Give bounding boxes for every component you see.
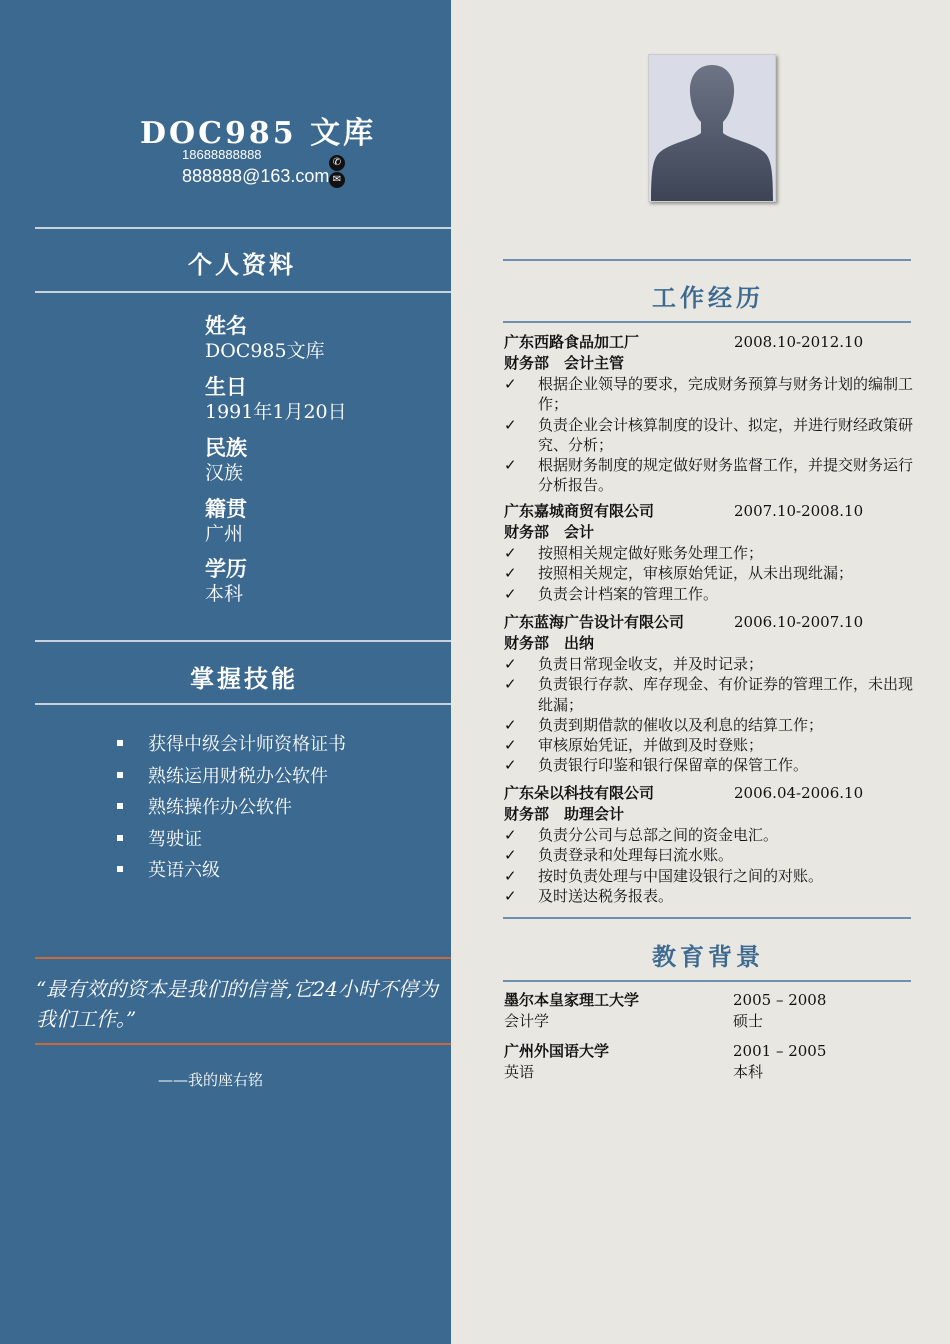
avatar-silhouette-icon — [649, 55, 775, 201]
duty-item — [504, 735, 914, 755]
candidate-name: DOC985 文库 — [140, 116, 377, 151]
personal-field-ethnicity — [205, 436, 247, 485]
check-icon: ✓ — [504, 675, 517, 694]
job-company: 广东西路食品加工厂 — [504, 333, 640, 351]
duty-item — [504, 455, 914, 496]
duty-text: 负责企业会计核算制度的设计、拟定，并进行财经政策研究、分析； — [538, 415, 914, 454]
skill-label: 驾驶证 — [148, 829, 202, 850]
phone-number: 18688888888 — [182, 147, 262, 162]
divider — [503, 259, 911, 261]
sidebar — [0, 0, 451, 1344]
motto-quote: “最有效的资本是我们的信誉,它24小时不停为我们工作。” — [36, 977, 439, 1031]
skill-label: 熟练运用财税办公软件 — [148, 766, 328, 787]
divider — [35, 227, 453, 229]
divider — [503, 917, 911, 919]
job-role: 财务部 出纳 — [504, 634, 595, 652]
school-major: 会计学 — [504, 1012, 550, 1030]
divider — [35, 291, 453, 293]
skill-item — [117, 797, 292, 819]
section-title-work: 工作经历 — [652, 284, 764, 312]
check-icon: ✓ — [504, 886, 517, 905]
duty-text: 根据财务制度的规定做好财务监督工作，并提交财务运行分析报告。 — [538, 456, 914, 495]
job-company: 广东嘉城商贸有限公司 — [504, 502, 655, 520]
duty-text: 负责分公司与总部之间的资金电汇。 — [538, 826, 779, 844]
square-bullet-icon — [117, 835, 123, 841]
job-date: 2007.10-2008.10 — [734, 502, 864, 520]
duty-item — [504, 755, 914, 775]
job-role: 财务部 会计 — [504, 523, 595, 541]
personal-field-hometown — [205, 497, 247, 546]
duty-item — [504, 584, 914, 604]
school-name: 墨尔本皇家理工大学 — [504, 991, 640, 1009]
duty-text: 审核原始凭证，并做到及时登账； — [538, 736, 764, 755]
duty-text: 按时负责处理与中国建设银行之间的对账。 — [538, 866, 824, 885]
check-icon: ✓ — [504, 826, 517, 844]
school-major: 英语 — [504, 1063, 535, 1081]
quote-rule-top — [35, 957, 453, 959]
duty-item — [504, 563, 914, 583]
job-entry — [504, 612, 914, 776]
duty-text: 负责登录和处理每曰流水账。 — [538, 846, 734, 865]
duty-item — [504, 374, 914, 415]
duty-text: 负责到期借款的催收以及利息的结算工作； — [538, 715, 824, 734]
quote-rule-bottom — [35, 1043, 453, 1045]
job-date: 2008.10-2012.10 — [734, 333, 864, 351]
job-role: 财务部 会计主管 — [504, 354, 625, 372]
school-name: 广州外国语大学 — [504, 1042, 610, 1060]
personal-field-education — [205, 557, 247, 606]
divider — [35, 640, 453, 642]
field-label: 籍贯 — [205, 497, 247, 521]
duty-text: 负责日常现金收支，并及时记录； — [538, 655, 764, 673]
divider — [503, 321, 911, 323]
field-label: 生日 — [205, 375, 247, 399]
education-entry — [504, 990, 914, 1032]
skill-item — [117, 829, 202, 851]
section-title-personal: 个人资料 — [188, 251, 296, 279]
duty-item — [504, 886, 914, 906]
skill-item — [117, 860, 220, 882]
duty-text: 按照相关规定，审核原始凭证，从未出现纰漏； — [538, 564, 854, 583]
field-label: 姓名 — [205, 314, 247, 338]
school-years: 2005 – 2008 — [733, 991, 827, 1009]
field-value: 汉族 — [205, 462, 244, 484]
check-icon: ✓ — [504, 655, 517, 673]
check-icon: ✓ — [504, 375, 517, 393]
field-value: 本科 — [205, 583, 244, 605]
check-icon: ✓ — [504, 756, 517, 775]
job-entry — [504, 501, 914, 604]
field-value: 1991年1月20日 — [205, 401, 347, 423]
duty-item — [504, 674, 914, 715]
duty-item — [504, 866, 914, 886]
square-bullet-icon — [117, 772, 123, 778]
email-address: 888888@163.com — [182, 166, 330, 186]
motto-attribution: ——我的座右铭 — [158, 1071, 264, 1089]
section-title-skills: 掌握技能 — [190, 665, 298, 693]
personal-field-birthday — [205, 375, 347, 424]
skill-label: 获得中级会计师资格证书 — [148, 734, 346, 755]
square-bullet-icon — [117, 866, 123, 872]
check-icon: ✓ — [504, 544, 517, 562]
duty-item — [504, 825, 914, 845]
check-icon: ✓ — [504, 866, 517, 885]
skill-label: 英语六级 — [148, 860, 220, 881]
square-bullet-icon — [117, 740, 123, 746]
job-entry — [504, 783, 914, 906]
duty-item — [504, 845, 914, 865]
job-company: 广东蓝海广告设计有限公司 — [504, 613, 685, 631]
job-date: 2006.04-2006.10 — [734, 784, 864, 802]
duty-text: 负责银行存款、库存现金、有价证券的管理工作，未出现纰漏； — [538, 675, 914, 714]
skill-label: 熟练操作办公软件 — [148, 797, 292, 818]
field-value: 广州 — [205, 523, 244, 545]
education-entry — [504, 1041, 914, 1083]
duty-item — [504, 543, 914, 563]
job-company: 广东朵以科技有限公司 — [504, 784, 655, 802]
school-degree: 硕士 — [733, 1012, 764, 1030]
divider — [35, 703, 453, 705]
job-date: 2006.10-2007.10 — [734, 613, 864, 631]
profile-photo — [648, 54, 776, 202]
duty-item — [504, 415, 914, 456]
job-entry — [504, 332, 914, 496]
field-value: DOC985文库 — [205, 340, 325, 362]
section-title-education: 教育背景 — [652, 943, 764, 971]
personal-field-name — [205, 314, 325, 363]
duty-text: 及时送达税务报表。 — [538, 886, 674, 905]
duty-item — [504, 715, 914, 735]
square-bullet-icon — [117, 803, 123, 809]
duty-item — [504, 654, 914, 674]
job-role: 财务部 助理会计 — [504, 805, 625, 823]
field-label: 学历 — [205, 557, 247, 581]
check-icon: ✓ — [504, 846, 517, 865]
duty-text: 根据企业领导的要求，完成财务预算与财务计划的编制工作； — [538, 375, 914, 414]
skill-item — [117, 734, 346, 756]
check-icon: ✓ — [504, 584, 517, 603]
duty-text: 负责会计档案的管理工作。 — [538, 584, 719, 603]
duty-text: 负责银行印鉴和银行保留章的保管工作。 — [538, 756, 809, 775]
skill-item — [117, 766, 328, 788]
phone-icon: ✆ — [329, 155, 345, 171]
check-icon: ✓ — [504, 456, 517, 475]
duty-text: 按照相关规定做好账务处理工作； — [538, 544, 764, 562]
school-years: 2001 – 2005 — [733, 1042, 827, 1060]
check-icon: ✓ — [504, 415, 517, 434]
check-icon: ✓ — [504, 736, 517, 755]
school-degree: 本科 — [733, 1063, 764, 1081]
mail-icon: ✉ — [329, 172, 345, 188]
field-label: 民族 — [205, 436, 247, 460]
check-icon: ✓ — [504, 564, 517, 583]
divider — [503, 980, 911, 982]
check-icon: ✓ — [504, 715, 517, 734]
